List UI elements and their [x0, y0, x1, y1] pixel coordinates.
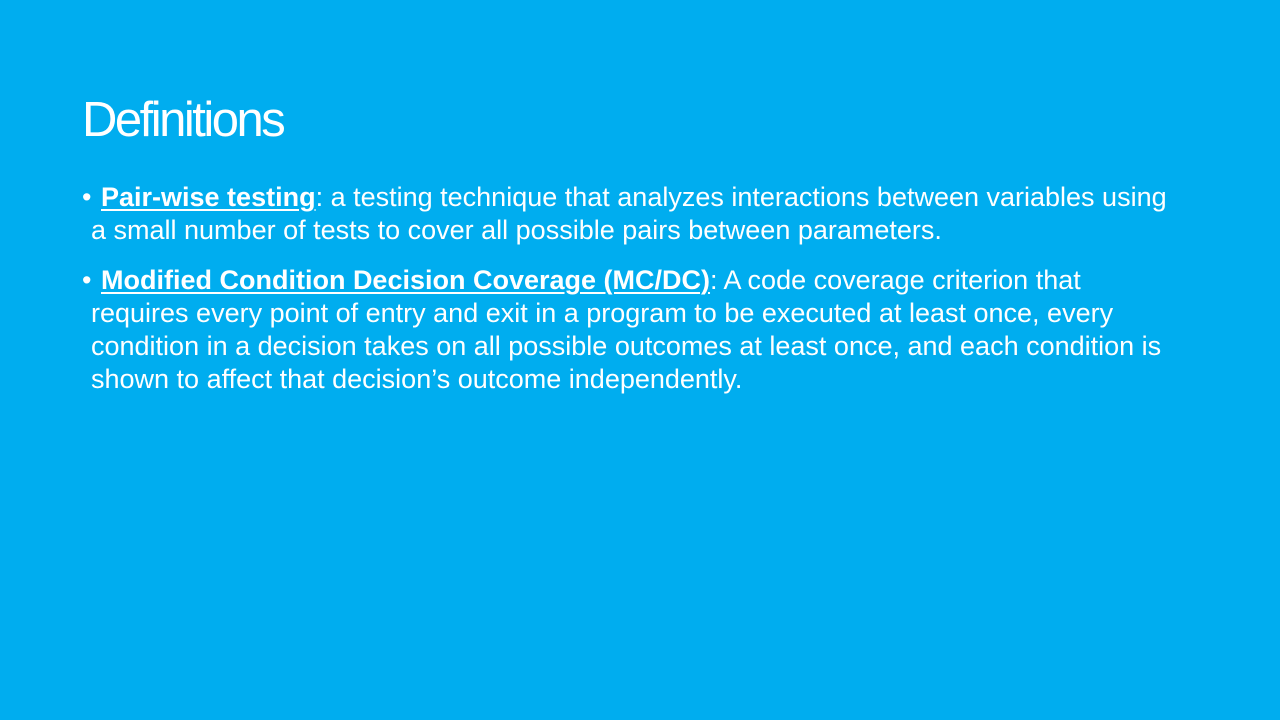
definition-term: Pair-wise testing	[101, 182, 316, 212]
definition-text: : a testing technique that analyzes interactions between variables using a small number of tests to cover all possible pairs between parameters.	[91, 182, 1167, 245]
bullet-icon: •	[82, 182, 92, 212]
definition-item-mcdc	[82, 264, 1182, 396]
slide-title: Definitions	[82, 93, 284, 147]
definition-list	[82, 181, 1182, 413]
definition-text: : A code coverage criterion that requires every point of entry and exit in a program to be executed at least once, every condition in a decision takes on all possible outcomes at least once, and each condition is shown to affect that decision’s outcome independently.	[91, 265, 1162, 394]
definition-item-pairwise	[82, 181, 1182, 247]
definition-term: Modified Condition Decision Coverage (MC/DC)	[101, 265, 711, 295]
bullet-icon: •	[82, 265, 92, 295]
